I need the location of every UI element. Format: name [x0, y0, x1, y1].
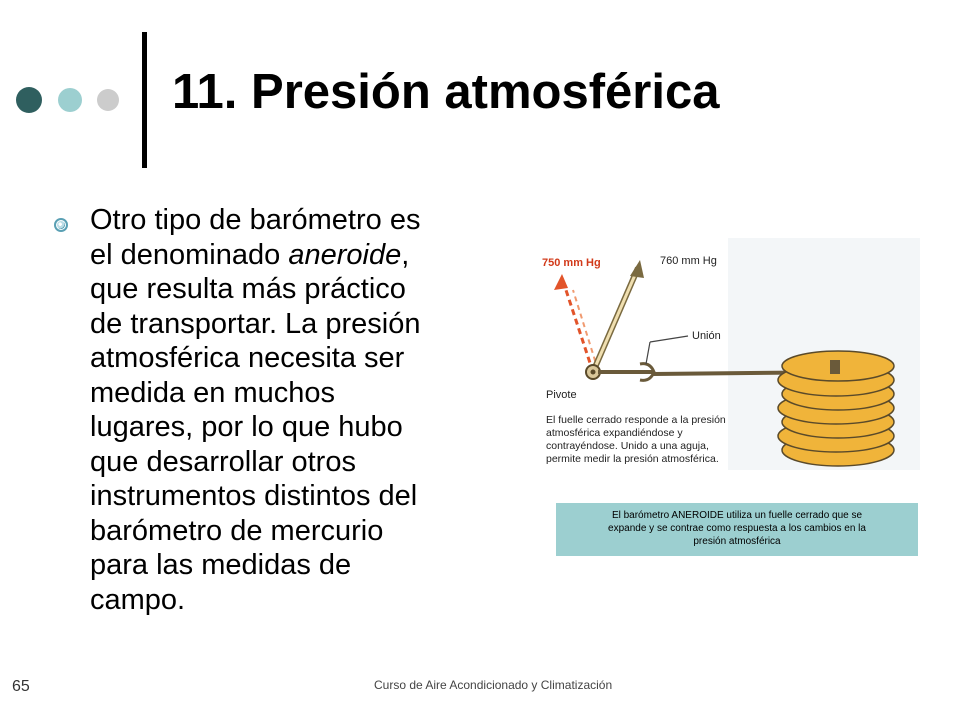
figure-description-line: permite medir la presión atmosférica.	[546, 453, 719, 465]
body-line: de transportar. La presión	[90, 307, 421, 340]
body-line: barómetro de mercurio	[90, 514, 384, 547]
footer-text: Curso de Aire Acondicionado y Climatización	[374, 678, 613, 692]
page-number: 65	[12, 678, 30, 695]
body-line: Otro tipo de barómetro es	[90, 204, 421, 236]
caption-line: expande y se contrae como respuesta a los cambios en la	[608, 523, 866, 534]
aneroid-barometer-figure	[528, 238, 920, 470]
label-760: 760 mm Hg	[660, 255, 717, 267]
label-pivote: Pivote	[546, 389, 577, 401]
body-line: para las medidas de	[90, 549, 352, 581]
bullet-icon	[54, 218, 68, 232]
label-750: 750 mm Hg	[542, 257, 601, 269]
body-line	[90, 238, 510, 273]
label-union: Unión	[692, 330, 721, 342]
figure-caption	[556, 503, 918, 556]
decor-dot-gray	[97, 89, 119, 111]
caption-line: El barómetro ANEROIDE utiliza un fuelle cerrado que se	[611, 510, 863, 521]
aneroide-word: aneroide	[288, 238, 402, 271]
figure-description-line: contrayéndose. Unido a una aguja,	[546, 440, 709, 452]
figure-description-line: El fuelle cerrado responde a la presión	[546, 414, 726, 426]
title-divider	[142, 32, 147, 168]
body-line: atmosférica necesita ser	[90, 342, 405, 374]
slide-title: 11. Presión atmosférica	[172, 65, 720, 119]
body-line: que resulta más práctico	[90, 273, 406, 305]
figure-description-line: atmosférica expandiéndose y	[546, 427, 683, 439]
caption-line: presión atmosférica	[693, 536, 781, 547]
body-line: lugares, por lo que hubo	[90, 411, 403, 443]
body-line: instrumentos distintos del	[90, 480, 418, 512]
decor-dot-teal	[58, 88, 82, 112]
decor-dot-dark	[16, 87, 42, 113]
body-line: campo.	[90, 583, 186, 616]
body-text	[90, 203, 510, 617]
body-line-prefix: el denominado	[90, 238, 289, 271]
body-line: que desarrollar otros	[90, 445, 356, 478]
body-line-suffix: ,	[401, 238, 410, 271]
body-line: medida en muchos	[90, 376, 336, 409]
